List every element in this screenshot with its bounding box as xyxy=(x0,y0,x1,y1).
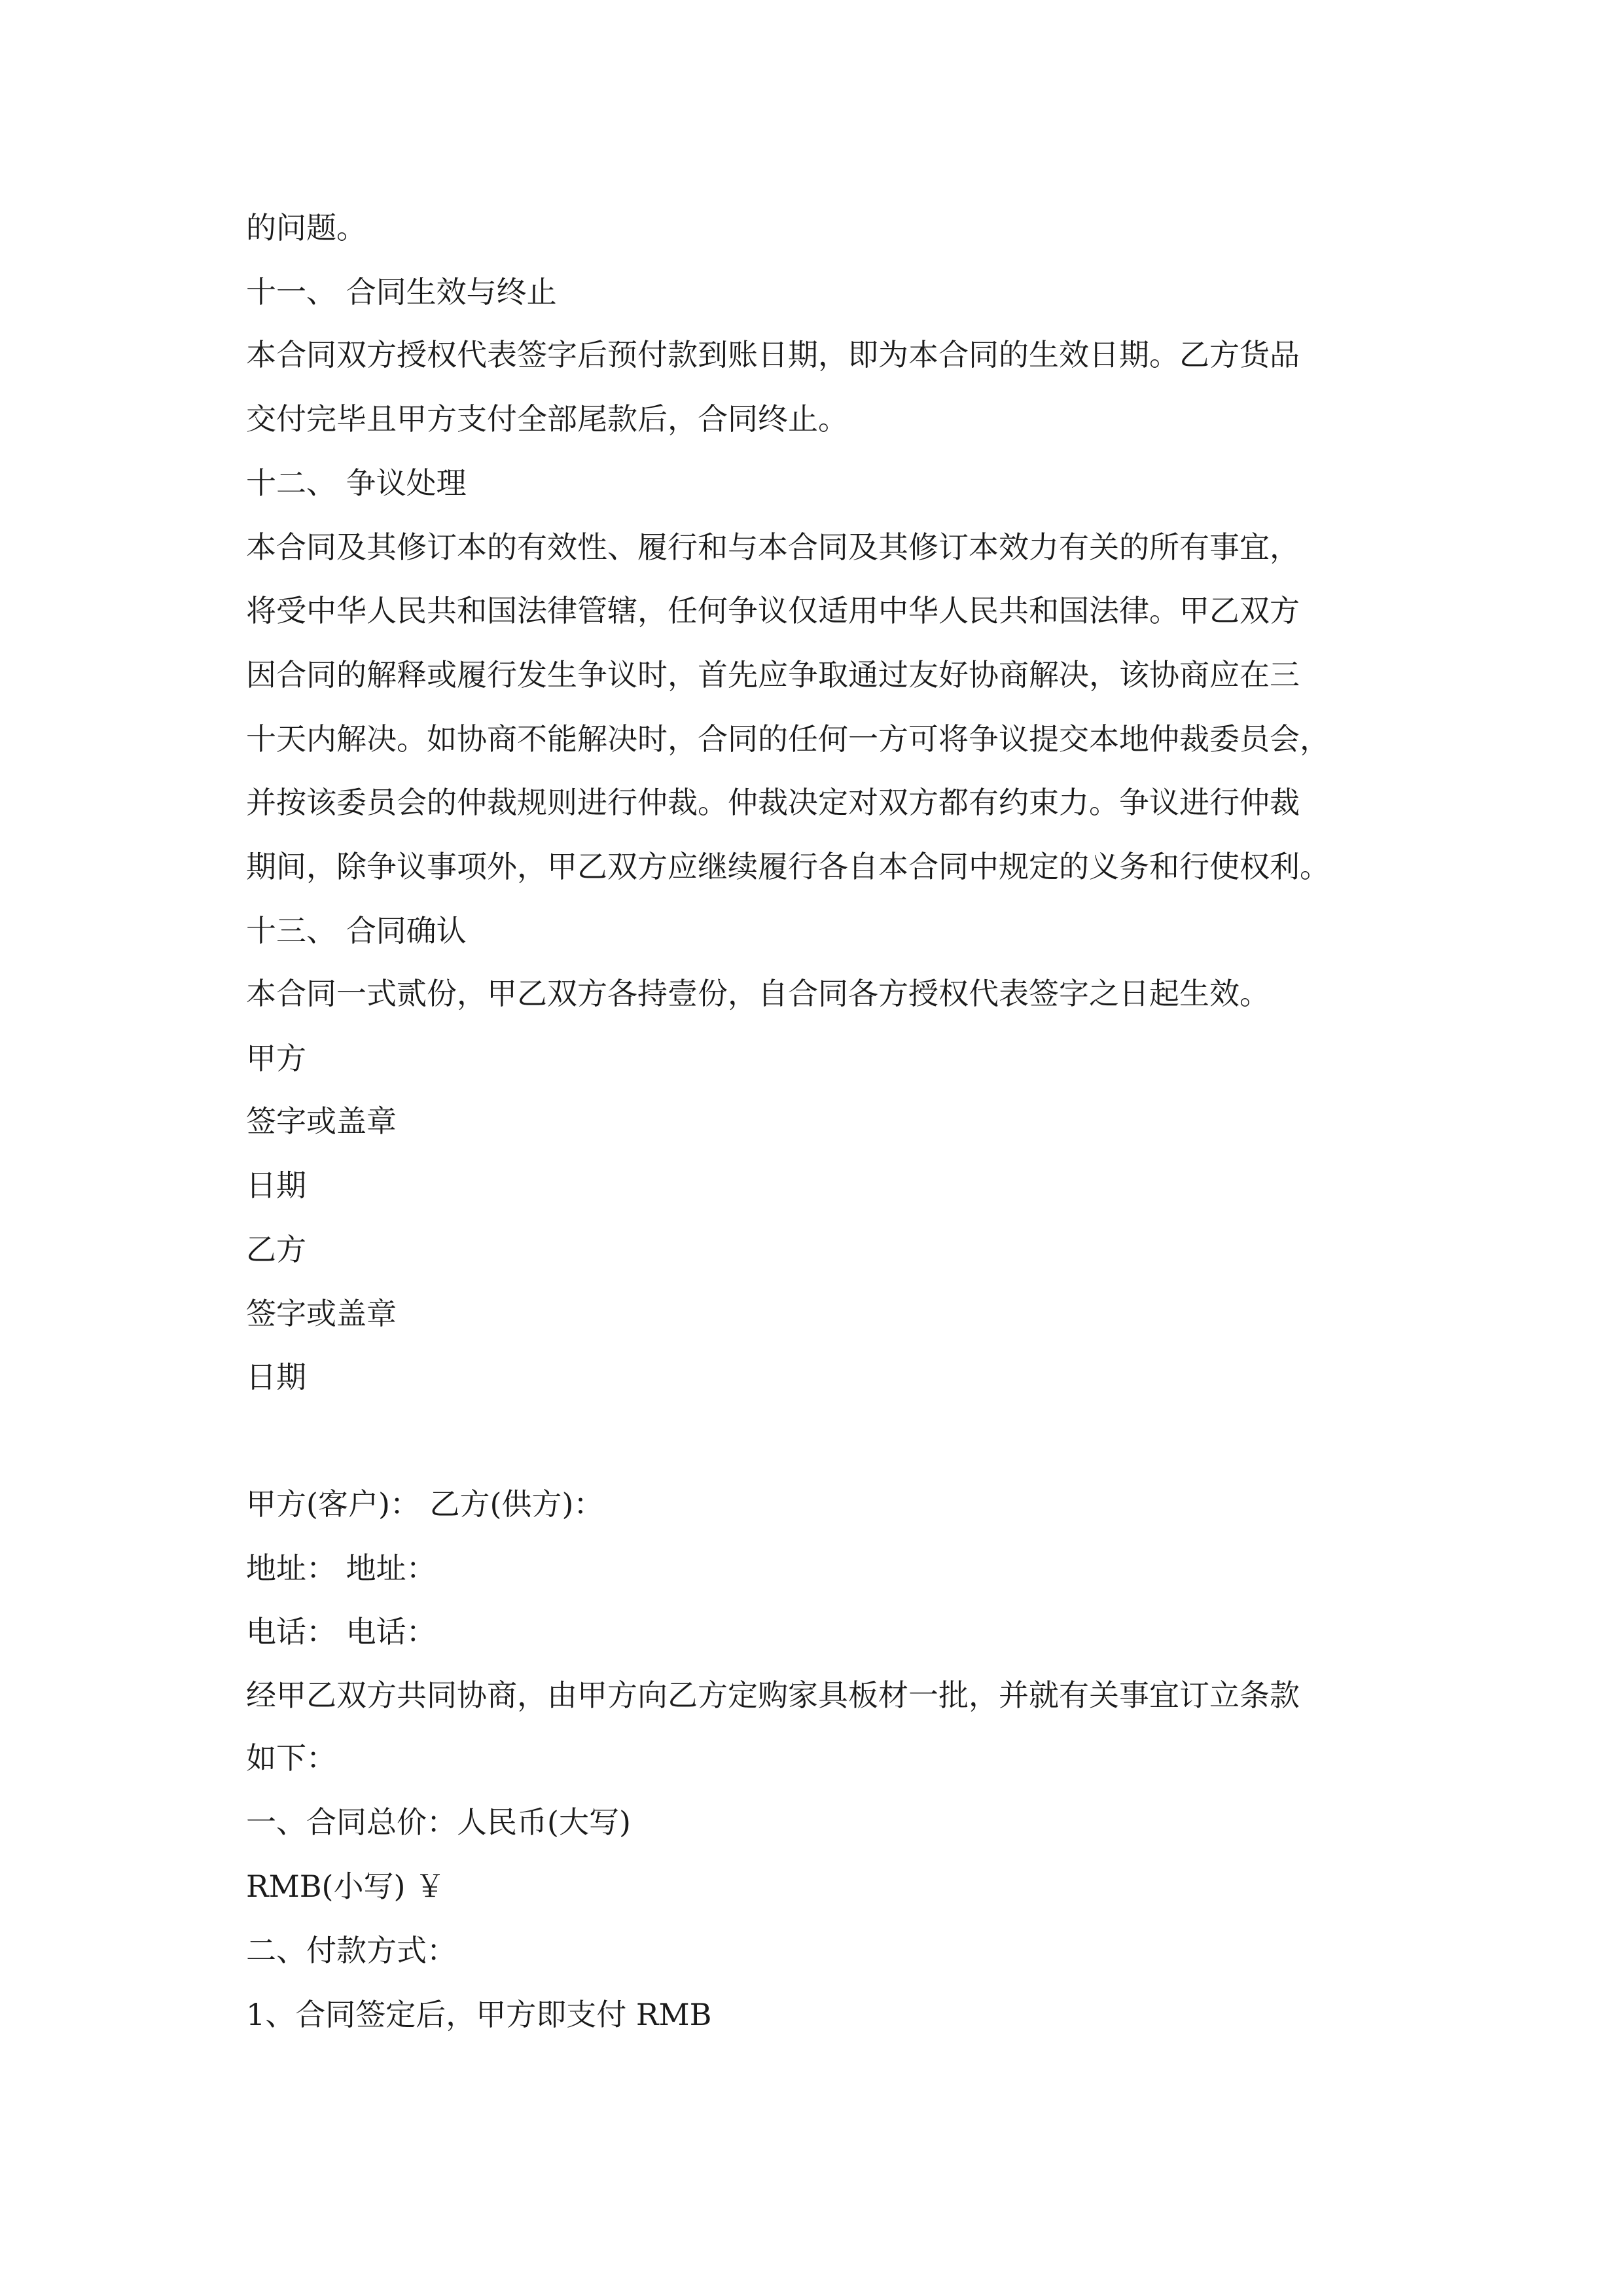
party-a-label: 甲方 xyxy=(246,1041,306,1076)
text-line: 如下： xyxy=(246,1740,336,1776)
rmb-amount-line: RMB(小写) ￥ xyxy=(246,1869,446,1904)
date-label: 日期 xyxy=(246,1359,306,1395)
signature-label: 签字或盖章 xyxy=(246,1296,397,1331)
party-b-label: 乙方 xyxy=(246,1232,306,1267)
parties-header: 甲方(客户)： 乙方(供方)： xyxy=(246,1486,604,1522)
text-line: 期间，除争议事项外，甲乙双方应继续履行各自本合同中规定的义务和行使权利。 xyxy=(246,849,1330,884)
payment-method-heading: 二、付款方式： xyxy=(246,1933,457,1968)
address-line: 地址： 地址： xyxy=(246,1551,437,1586)
text-line: 的问题。 xyxy=(246,210,366,245)
text-line: 经甲乙双方共同协商，由甲方向乙方定购家具板材一批，并就有关事宜订立条款 xyxy=(246,1677,1300,1713)
text-line: 并按该委员会的仲裁规则进行仲裁。仲裁决定对双方都有约束力。争议进行仲裁 xyxy=(246,785,1300,820)
phone-line: 电话： 电话： xyxy=(246,1614,437,1649)
date-label: 日期 xyxy=(246,1168,306,1203)
text-line: 交付完毕且甲方支付全部尾款后，合同终止。 xyxy=(246,401,848,437)
payment-term-line: 1、合同签定后，甲方即支付 RMB xyxy=(246,1997,712,2032)
text-line: 因合同的解释或履行发生争议时，首先应争取通过友好协商解决，该协商应在三 xyxy=(246,657,1300,692)
section-heading-13: 十三、 合同确认 xyxy=(246,913,467,948)
text-line: 本合同及其修订本的有效性、履行和与本合同及其修订本效力有关的所有事宜， xyxy=(246,529,1300,565)
section-heading-12: 十二、 争议处理 xyxy=(246,465,467,501)
text-line: 本合同一式贰份，甲乙双方各持壹份，自合同各方授权代表签字之日起生效。 xyxy=(246,976,1270,1011)
text-line: 十天内解决。如协商不能解决时，合同的任何一方可将争议提交本地仲裁委员会， xyxy=(246,721,1330,757)
signature-label: 签字或盖章 xyxy=(246,1103,397,1139)
text-line: 本合同双方授权代表签字后预付款到账日期，即为本合同的生效日期。乙方货品 xyxy=(246,337,1300,372)
text-line: 将受中华人民共和国法律管辖，任何争议仅适用中华人民共和国法律。甲乙双方 xyxy=(246,593,1300,628)
section-heading-11: 十一、 合同生效与终止 xyxy=(246,274,557,310)
contract-total-line: 一、合同总价：人民币(大写) xyxy=(246,1804,631,1840)
